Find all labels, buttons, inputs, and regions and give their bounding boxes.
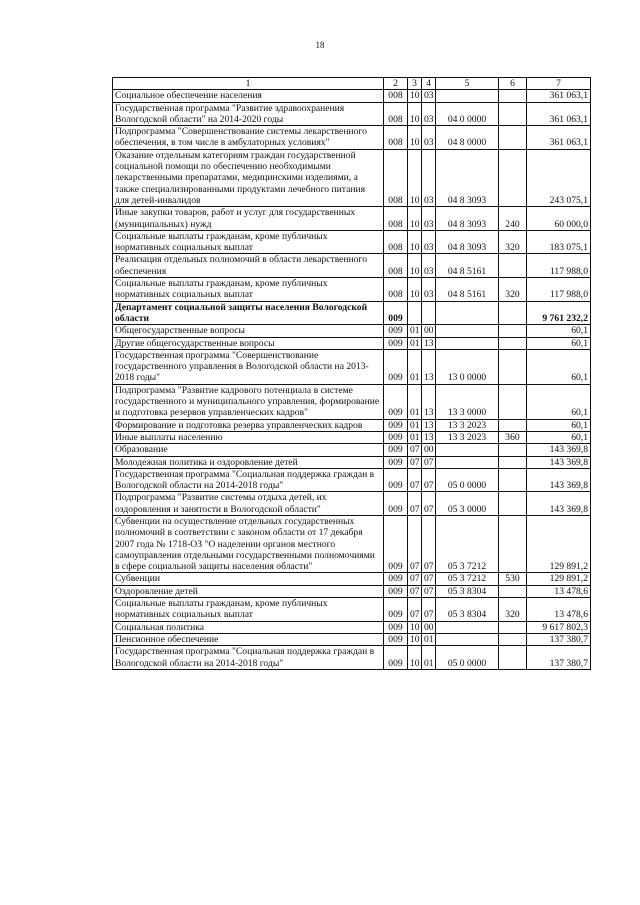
target-article-cell: 05 0 0000 [436,468,499,492]
amount-cell: 9 761 232,2 [527,301,591,325]
subsection-code-cell: 07 [422,492,436,516]
row-name-cell: Социальная политика [113,621,384,633]
expense-type-cell: 320 [499,230,527,254]
table-row [113,646,591,670]
amount-cell: 9 617 802,3 [527,621,591,633]
table-row [113,492,591,516]
row-name-cell: Субвенции на осуществление отдельных государственных полномочий в соответствии с законом области от 17 декабря 2007 года № 1718-ОЗ "О наделении органов местного самоуправления отдельными государственными полномочиями в сфере социальной защиты населения области" [113,515,384,572]
ved-code-cell: 009 [384,419,408,431]
table-row [113,126,591,150]
ved-code-cell: 009 [384,301,408,325]
section-code-cell: 10 [408,646,422,670]
target-article-cell: 04 0 0000 [436,102,499,126]
table-row [113,90,591,102]
target-article-cell: 13 3 0000 [436,384,499,419]
subsection-code-cell: 01 [422,633,436,645]
column-header: 5 [436,78,499,90]
row-name-cell: Пенсионное обеспечение [113,633,384,645]
target-article-cell: 04 8 5161 [436,254,499,278]
expense-type-cell [499,325,527,337]
amount-cell: 183 075,1 [527,230,591,254]
row-name-cell: Молодежная политика и оздоровление детей [113,456,384,468]
row-name-cell: Государственная программа "Совершенствование государственного управления в Вологодской области на 2013-2018 годы" [113,349,384,384]
section-code-cell: 10 [408,278,422,302]
amount-cell: 243 075,1 [527,149,591,206]
subsection-code-cell: 03 [422,149,436,206]
amount-cell: 143 369,8 [527,456,591,468]
target-article-cell: 05 3 8304 [436,598,499,622]
expense-type-cell [499,444,527,456]
ved-code-cell: 008 [384,230,408,254]
section-code-cell: 10 [408,207,422,231]
amount-cell: 117 988,0 [527,278,591,302]
target-article-cell: 04 8 3093 [436,149,499,206]
table-row [113,349,591,384]
row-name-cell: Общегосударственные вопросы [113,325,384,337]
subsection-code-cell: 03 [422,126,436,150]
column-header: 6 [499,78,527,90]
section-code-cell: 10 [408,90,422,102]
section-code-cell: 10 [408,102,422,126]
expense-type-cell [499,419,527,431]
expense-type-cell [499,515,527,572]
ved-code-cell: 009 [384,325,408,337]
table-row [113,207,591,231]
section-code-cell: 01 [408,419,422,431]
table-row [113,278,591,302]
amount-cell: 137 380,7 [527,633,591,645]
ved-code-cell: 009 [384,431,408,443]
table-row [113,585,591,597]
row-name-cell: Социальные выплаты гражданам, кроме публичных нормативных социальных выплат [113,598,384,622]
row-name-cell: Оздоровление детей [113,585,384,597]
amount-cell: 143 369,8 [527,492,591,516]
ved-code-cell: 009 [384,646,408,670]
row-name-cell: Подпрограмма "Развитие системы отдыха детей, их оздоровления и занятости в Вологодской области" [113,492,384,516]
table-row [113,337,591,349]
expense-type-cell [499,349,527,384]
ved-code-cell: 008 [384,90,408,102]
table-row [113,102,591,126]
target-article-cell: 13 3 2023 [436,431,499,443]
section-code-cell: 07 [408,598,422,622]
row-name-cell: Департамент социальной защиты населения Вологодской области [113,301,384,325]
subsection-code-cell: 07 [422,598,436,622]
subsection-code-cell: 00 [422,621,436,633]
row-name-cell: Иные выплаты населению [113,431,384,443]
subsection-code-cell: 00 [422,444,436,456]
subsection-code-cell: 07 [422,456,436,468]
expense-type-cell [499,90,527,102]
ved-code-cell: 009 [384,492,408,516]
target-article-cell [436,337,499,349]
target-article-cell [436,444,499,456]
expense-type-cell [499,384,527,419]
expense-type-cell: 240 [499,207,527,231]
target-article-cell: 04 8 0000 [436,126,499,150]
table-row [113,598,591,622]
amount-cell: 361 063,1 [527,90,591,102]
ved-code-cell: 009 [384,585,408,597]
expense-type-cell: 320 [499,278,527,302]
amount-cell: 60,1 [527,337,591,349]
amount-cell: 143 369,8 [527,468,591,492]
ved-code-cell: 009 [384,337,408,349]
ved-code-cell: 008 [384,207,408,231]
row-name-cell: Государственная программа "Развитие здравоохранения Вологодской области" на 2014-2020 годы [113,102,384,126]
target-article-cell: 13 3 2023 [436,419,499,431]
amount-cell: 60,1 [527,431,591,443]
row-name-cell: Государственная программа "Социальная поддержка граждан в Вологодской области на 2014-2018 годы" [113,468,384,492]
row-name-cell: Социальные выплаты гражданам, кроме публичных нормативных социальных выплат [113,278,384,302]
table-row [113,456,591,468]
section-code-cell [408,301,422,325]
expense-type-cell [499,621,527,633]
section-code-cell: 07 [408,585,422,597]
subsection-code-cell: 13 [422,431,436,443]
target-article-cell [436,621,499,633]
table-row [113,468,591,492]
subsection-code-cell [422,301,436,325]
row-name-cell: Государственная программа "Социальная поддержка граждан в Вологодской области на 2014-2018 годы" [113,646,384,670]
expense-type-cell: 360 [499,431,527,443]
table-row [113,419,591,431]
row-name-cell: Реализация отдельных полномочий в области лекарственного обеспечения [113,254,384,278]
expense-type-cell: 530 [499,573,527,585]
target-article-cell: 05 3 7212 [436,573,499,585]
target-article-cell: 05 0 0000 [436,646,499,670]
subsection-code-cell: 07 [422,515,436,572]
page-number: 18 [315,40,325,50]
expense-type-cell [499,646,527,670]
amount-cell: 129 891,2 [527,515,591,572]
table-row [113,325,591,337]
subsection-code-cell: 03 [422,90,436,102]
ved-code-cell: 009 [384,468,408,492]
target-article-cell [436,90,499,102]
amount-cell: 60,1 [527,419,591,431]
ved-code-cell: 009 [384,573,408,585]
subsection-code-cell: 03 [422,278,436,302]
table-row [113,254,591,278]
table-row [113,444,591,456]
table-body [113,90,591,670]
row-name-cell: Формирование и подготовка резерва управленческих кадров [113,419,384,431]
subsection-code-cell: 13 [422,384,436,419]
ved-code-cell: 009 [384,384,408,419]
table-row [113,230,591,254]
amount-cell: 137 380,7 [527,646,591,670]
row-name-cell: Социальное обеспечение населения [113,90,384,102]
target-article-cell: 04 8 5161 [436,278,499,302]
section-code-cell: 10 [408,621,422,633]
expense-type-cell [499,102,527,126]
expense-type-cell [499,149,527,206]
ved-code-cell: 009 [384,633,408,645]
budget-table [112,77,591,670]
section-code-cell: 01 [408,431,422,443]
amount-cell: 60 000,0 [527,207,591,231]
target-article-cell: 13 0 0000 [436,349,499,384]
amount-cell: 117 988,0 [527,254,591,278]
subsection-code-cell: 00 [422,325,436,337]
table-row [113,633,591,645]
table-row [113,431,591,443]
ved-code-cell: 008 [384,126,408,150]
section-code-cell: 07 [408,492,422,516]
subsection-code-cell: 01 [422,646,436,670]
target-article-cell: 04 8 3093 [436,207,499,231]
row-name-cell: Образование [113,444,384,456]
section-code-cell: 10 [408,149,422,206]
row-name-cell: Иные закупки товаров, работ и услуг для государственных (муниципальных) нужд [113,207,384,231]
amount-cell: 143 369,8 [527,444,591,456]
table-row [113,301,591,325]
column-number-row [113,78,591,90]
amount-cell: 13 478,6 [527,598,591,622]
section-code-cell: 07 [408,444,422,456]
amount-cell: 13 478,6 [527,585,591,597]
ved-code-cell: 009 [384,456,408,468]
subsection-code-cell: 03 [422,102,436,126]
ved-code-cell: 008 [384,149,408,206]
target-article-cell [436,633,499,645]
expense-type-cell: 320 [499,598,527,622]
subsection-code-cell: 03 [422,254,436,278]
row-name-cell: Оказание отдельным категориям граждан государственной социальной помощи по обеспечению необходимыми лекарственными препаратами, медицинскими изделиями, а также специализированными продуктами лечебного питания для детей-инвалидов [113,149,384,206]
subsection-code-cell: 13 [422,419,436,431]
table-row [113,384,591,419]
column-header: 2 [384,78,408,90]
column-header: 1 [113,78,384,90]
target-article-cell: 05 3 8304 [436,585,499,597]
target-article-cell [436,325,499,337]
amount-cell: 129 891,2 [527,573,591,585]
table-row [113,149,591,206]
subsection-code-cell: 07 [422,573,436,585]
row-name-cell: Подпрограмма "Развитие кадрового потенциала в системе государственного и муниципального управления, формирование и подготовка резервов управленческих кадров" [113,384,384,419]
expense-type-cell [499,492,527,516]
amount-cell: 60,1 [527,384,591,419]
ved-code-cell: 008 [384,102,408,126]
subsection-code-cell: 13 [422,349,436,384]
subsection-code-cell: 07 [422,585,436,597]
target-article-cell: 04 8 3093 [436,230,499,254]
row-name-cell: Субвенции [113,573,384,585]
ved-code-cell: 008 [384,278,408,302]
section-code-cell: 07 [408,468,422,492]
expense-type-cell [499,456,527,468]
subsection-code-cell: 03 [422,207,436,231]
amount-cell: 60,1 [527,325,591,337]
target-article-cell: 05 3 0000 [436,492,499,516]
target-article-cell [436,301,499,325]
ved-code-cell: 009 [384,349,408,384]
section-code-cell: 01 [408,325,422,337]
row-name-cell: Социальные выплаты гражданам, кроме публичных нормативных социальных выплат [113,230,384,254]
column-header: 7 [527,78,591,90]
section-code-cell: 07 [408,456,422,468]
section-code-cell: 07 [408,573,422,585]
table-row [113,573,591,585]
expense-type-cell [499,301,527,325]
amount-cell: 60,1 [527,349,591,384]
subsection-code-cell: 03 [422,230,436,254]
target-article-cell [436,456,499,468]
section-code-cell: 10 [408,633,422,645]
ved-code-cell: 009 [384,515,408,572]
ved-code-cell: 009 [384,621,408,633]
section-code-cell: 01 [408,337,422,349]
subsection-code-cell: 07 [422,468,436,492]
row-name-cell: Подпрограмма "Совершенствование системы лекарственного обеспечения, в том числе в амбулаторных условиях" [113,126,384,150]
ved-code-cell: 009 [384,598,408,622]
expense-type-cell [499,633,527,645]
section-code-cell: 10 [408,254,422,278]
ved-code-cell: 008 [384,254,408,278]
section-code-cell: 10 [408,230,422,254]
expense-type-cell [499,468,527,492]
section-code-cell: 01 [408,349,422,384]
amount-cell: 361 063,1 [527,102,591,126]
expense-type-cell [499,585,527,597]
amount-cell: 361 063,1 [527,126,591,150]
table-row [113,621,591,633]
row-name-cell: Другие общегосударственные вопросы [113,337,384,349]
expense-type-cell [499,337,527,349]
expense-type-cell [499,126,527,150]
table-row [113,515,591,572]
ved-code-cell: 009 [384,444,408,456]
subsection-code-cell: 13 [422,337,436,349]
expense-type-cell [499,254,527,278]
column-header: 3 [408,78,422,90]
section-code-cell: 10 [408,126,422,150]
section-code-cell: 01 [408,384,422,419]
target-article-cell: 05 3 7212 [436,515,499,572]
column-header: 4 [422,78,436,90]
section-code-cell: 07 [408,515,422,572]
